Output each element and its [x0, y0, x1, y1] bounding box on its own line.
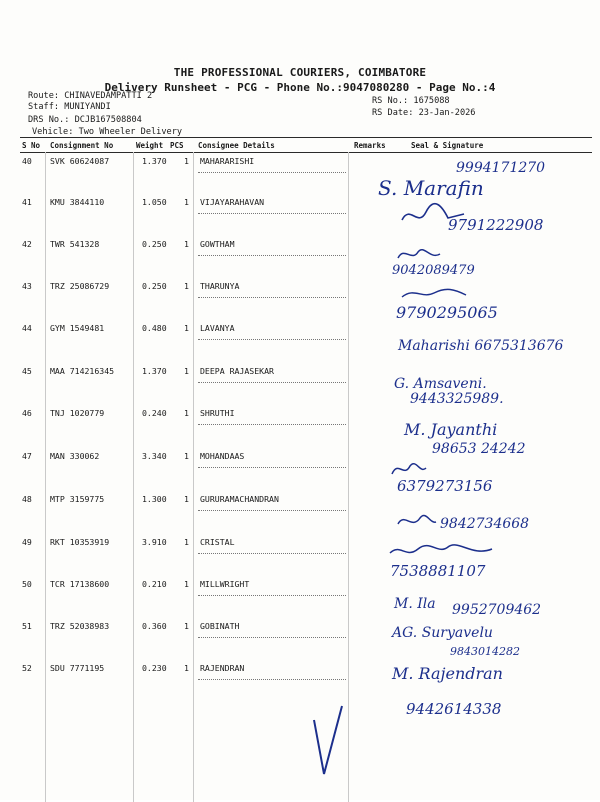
row-weight: 0.480: [142, 323, 167, 333]
table-row: [0, 537, 600, 557]
row-consignment: TWR 541328: [50, 239, 100, 249]
row-consignee: MOHANDAAS: [200, 451, 245, 461]
table-top-rule: [20, 137, 592, 138]
handwritten-phone: 9843014282: [450, 645, 520, 658]
signature-scribble: [394, 242, 444, 266]
table-row: [0, 494, 600, 514]
table-row: [0, 366, 600, 386]
row-pcs: 1: [184, 451, 189, 461]
row-sno: 46: [22, 408, 32, 418]
row-pcs: 1: [184, 323, 189, 333]
staff-label: Staff: MUNIYANDI: [28, 102, 111, 112]
row-sno: 49: [22, 537, 32, 547]
handwritten-phone: 9790295065: [396, 303, 498, 322]
row-consignment: TRZ 25086729: [50, 281, 110, 291]
row-consignee: THARUNYA: [200, 281, 240, 291]
row-pcs: 1: [184, 156, 189, 166]
row-underline: [198, 382, 346, 383]
row-weight: 1.300: [142, 494, 167, 504]
handwritten-phone: 7538881107: [390, 562, 486, 580]
handwritten-phone: 6379273156: [397, 477, 493, 495]
row-consignee: RAJENDRAN: [200, 663, 245, 673]
col-pcs: PCS: [170, 141, 184, 150]
tick-mark: [308, 700, 348, 780]
row-consignee: MAHARARISHI: [200, 156, 255, 166]
row-consignee: VIJAYARAHAVAN: [200, 197, 265, 207]
row-underline: [198, 595, 346, 596]
row-consignment: MAA 714216345: [50, 366, 115, 376]
row-underline: [198, 255, 346, 256]
row-pcs: 1: [184, 537, 189, 547]
row-weight: 0.230: [142, 663, 167, 673]
row-consignee: LAVANYA: [200, 323, 235, 333]
handwritten-name: S. Marafin: [378, 176, 484, 200]
row-consignee: MILLWRIGHT: [200, 579, 250, 589]
table-row: [0, 197, 600, 217]
row-pcs: 1: [184, 239, 189, 249]
handwritten-phone: 9994171270: [456, 160, 546, 176]
handwritten-phone: 9952709462: [452, 602, 542, 618]
handwritten-phone: 9791222908: [448, 216, 544, 234]
row-consignment: GYM 1549481: [50, 323, 105, 333]
row-underline: [198, 467, 346, 468]
row-consignee: GURURAMACHANDRAN: [200, 494, 279, 504]
table-row: [0, 281, 600, 301]
route-label: Route: CHINAVEDAMPATTI 2: [28, 91, 153, 101]
col-consignment: Consignment No: [50, 141, 114, 150]
signature-scribble: [388, 458, 428, 480]
table-row: [0, 663, 600, 683]
col-sno: S No: [22, 141, 41, 150]
row-underline: [198, 637, 346, 638]
row-underline: [198, 297, 346, 298]
row-consignee: DEEPA RAJASEKAR: [200, 366, 274, 376]
row-weight: 1.370: [142, 366, 167, 376]
handwritten-phone: 98653 24242: [432, 441, 526, 457]
row-consignment: SDU 7771195: [50, 663, 105, 673]
handwritten-name: M. Rajendran: [392, 664, 503, 683]
row-consignee: CRISTAL: [200, 537, 235, 547]
row-underline: [198, 553, 346, 554]
row-weight: 0.250: [142, 281, 167, 291]
row-pcs: 1: [184, 663, 189, 673]
row-underline: [198, 424, 346, 425]
handwritten-phone: 9442614338: [406, 700, 502, 718]
row-sno: 42: [22, 239, 32, 249]
row-underline: [198, 510, 346, 511]
row-consignment: SVK 60624087: [50, 156, 110, 166]
handwritten-name: M. Jayanthi: [404, 420, 498, 439]
row-consignment: TNJ 1020779: [50, 408, 105, 418]
row-weight: 0.240: [142, 408, 167, 418]
row-weight: 3.340: [142, 451, 167, 461]
row-pcs: 1: [184, 621, 189, 631]
signature-scribble: [394, 510, 438, 532]
table-row: [0, 239, 600, 259]
row-weight: 0.210: [142, 579, 167, 589]
row-consignee: SHRUTHI: [200, 408, 235, 418]
col-seal-signature: Seal & Signature: [411, 141, 484, 150]
handwritten-phone: 9842734668: [440, 516, 530, 532]
handwritten-name-phone: Maharishi 6675313676: [398, 338, 564, 354]
company-title: THE PROFESSIONAL COURIERS, COIMBATORE: [173, 66, 427, 79]
drs-label: DRS No.: DCJB167508804: [28, 115, 142, 125]
signature-scribble: [386, 541, 496, 561]
runsheet-title: Delivery Runsheet - PCG - Phone No.:9047080280 - Page No.:4: [104, 81, 496, 94]
row-underline: [198, 679, 346, 680]
row-weight: 0.250: [142, 239, 167, 249]
row-consignment: MTP 3159775: [50, 494, 105, 504]
col-weight: Weight: [136, 141, 164, 150]
signature-scribble: [400, 285, 470, 303]
row-consignment: MAN 330062: [50, 451, 100, 461]
table-header-rule: [20, 152, 592, 153]
row-consignment: RKT 10353919: [50, 537, 110, 547]
row-weight: 1.370: [142, 156, 167, 166]
row-pcs: 1: [184, 366, 189, 376]
row-underline: [198, 172, 346, 173]
row-sno: 51: [22, 621, 32, 631]
table-row: [0, 621, 600, 641]
row-consignee: GOWTHAM: [200, 239, 235, 249]
handwritten-name: G. Amsaveni.: [394, 376, 487, 392]
row-weight: 3.910: [142, 537, 167, 547]
rs-number: RS No.: 1675088: [372, 96, 450, 106]
handwritten-name: M. Ila: [394, 596, 436, 612]
row-underline: [198, 213, 346, 214]
row-underline: [198, 339, 346, 340]
row-weight: 0.360: [142, 621, 167, 631]
row-sno: 47: [22, 451, 32, 461]
handwritten-phone: 9443325989.: [410, 391, 504, 407]
handwritten-phone: 9042089479: [392, 263, 475, 278]
row-pcs: 1: [184, 197, 189, 207]
row-pcs: 1: [184, 408, 189, 418]
row-sno: 48: [22, 494, 32, 504]
col-consignee: Consignee Details: [198, 141, 275, 150]
row-sno: 43: [22, 281, 32, 291]
row-consignment: KMU 3844110: [50, 197, 105, 207]
col-remarks: Remarks: [354, 141, 386, 150]
row-pcs: 1: [184, 579, 189, 589]
row-sno: 45: [22, 366, 32, 376]
row-weight: 1.050: [142, 197, 167, 207]
row-sno: 50: [22, 579, 32, 589]
row-sno: 52: [22, 663, 32, 673]
row-sno: 44: [22, 323, 32, 333]
row-sno: 40: [22, 156, 32, 166]
row-consignment: TCR 17138600: [50, 579, 110, 589]
handwritten-name: AG. Suryavelu: [392, 625, 493, 641]
vehicle-label: Vehicle: Two Wheeler Delivery: [32, 127, 183, 137]
table-row: [0, 579, 600, 599]
row-pcs: 1: [184, 281, 189, 291]
row-consignee: GOBINATH: [200, 621, 240, 631]
signature-scribble: [398, 200, 468, 230]
table-row: [0, 408, 600, 428]
row-consignment: TRZ 52038983: [50, 621, 110, 631]
row-pcs: 1: [184, 494, 189, 504]
row-sno: 41: [22, 197, 32, 207]
rs-date: RS Date: 23-Jan-2026: [372, 108, 476, 118]
